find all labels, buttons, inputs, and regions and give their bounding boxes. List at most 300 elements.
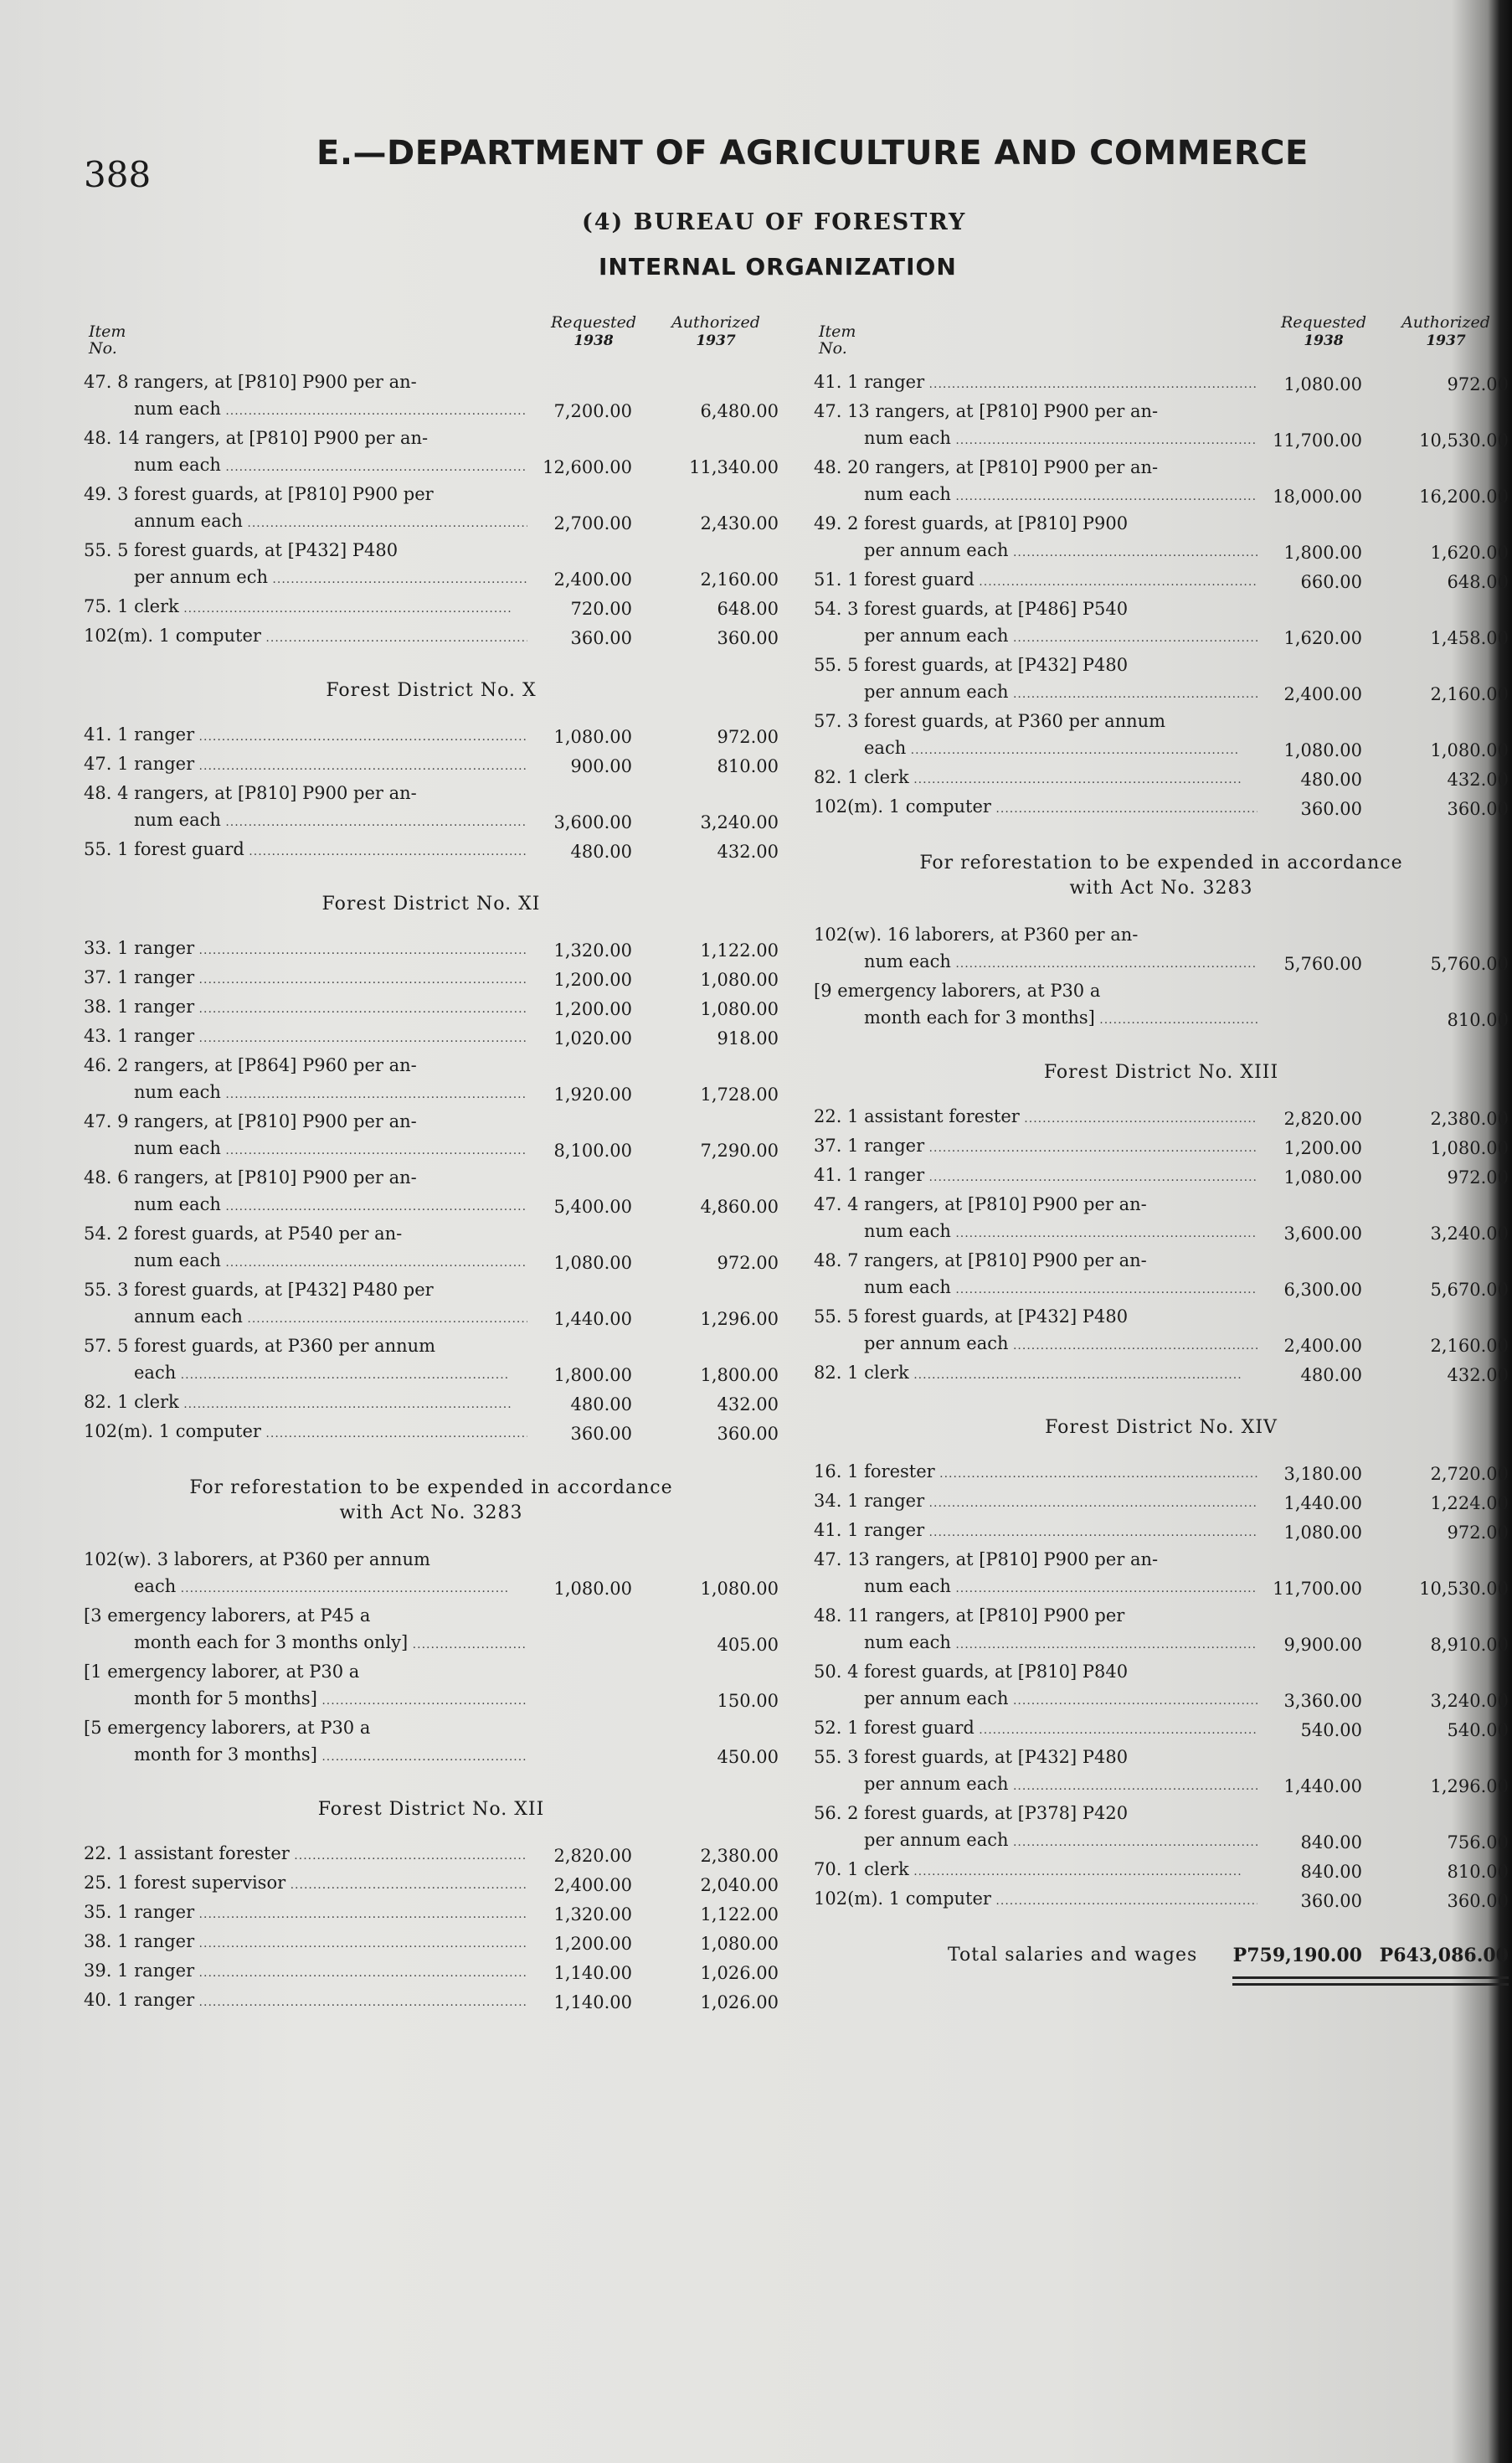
item-description-line: 41. 1 ranger ..... xyxy=(814,1162,1257,1191)
item-description-line: 22. 1 assistant forester ..... xyxy=(84,1840,527,1869)
item-description xyxy=(84,1418,527,1447)
item-description xyxy=(84,537,527,593)
table-row xyxy=(84,1546,779,1602)
authorized-amount: 1,458.00 xyxy=(1430,628,1509,648)
table-row xyxy=(84,935,779,964)
item-description-line: 102(w). 16 laborers, at P360 per an- xyxy=(814,925,1139,945)
item-description-line: num each ..... xyxy=(84,1247,527,1276)
section-title: INTERNAL ORGANIZATION xyxy=(599,253,957,281)
authorized-amount: 972.00 xyxy=(1447,1167,1509,1188)
requested-amount: 9,900.00 xyxy=(1283,1635,1362,1655)
table-row xyxy=(84,1108,779,1164)
item-description-line: month each for 3 months only] ..... xyxy=(84,1629,527,1658)
authorized-amount: 2,040.00 xyxy=(700,1875,779,1895)
authorized-amount: 2,430.00 xyxy=(700,513,779,533)
item-description-line: 41. 1 ranger ..... xyxy=(814,1517,1257,1546)
item-description-line: 37. 1 ranger ..... xyxy=(814,1132,1257,1162)
table-row xyxy=(814,398,1509,454)
authorized-amount: 360.00 xyxy=(1447,1891,1509,1911)
item-description xyxy=(84,1658,527,1714)
authorized-amount: 1,080.00 xyxy=(1430,740,1509,760)
table-row xyxy=(814,708,1509,764)
item-description xyxy=(814,1162,1257,1191)
authorized-amount: 360.00 xyxy=(717,1424,779,1444)
authorized-amount: 360.00 xyxy=(717,628,779,648)
authorized-amount: 756.00 xyxy=(1447,1832,1509,1852)
authorized-amount: 150.00 xyxy=(717,1691,779,1711)
authorized-amount: 1,728.00 xyxy=(700,1085,779,1105)
total-rule xyxy=(1232,1976,1509,1979)
item-description-line: 102(m). 1 computer ..... xyxy=(814,793,1257,822)
item-description xyxy=(814,1885,1257,1914)
requested-amount: 1,200.00 xyxy=(1283,1138,1362,1158)
item-description-line: [5 emergency laborers, at P30 a xyxy=(84,1718,371,1738)
item-description xyxy=(814,1458,1257,1487)
requested-amount: 480.00 xyxy=(1300,1365,1362,1385)
item-description-line: 35. 1 ranger ..... xyxy=(84,1899,527,1928)
intro-rows xyxy=(84,368,779,652)
table-row xyxy=(814,1517,1509,1546)
authorized-amount: 2,160.00 xyxy=(700,569,779,590)
item-description-line: 57. 3 forest guards, at P360 per annum xyxy=(814,711,1166,731)
table-row xyxy=(84,622,779,652)
table-row xyxy=(814,1800,1509,1856)
requested-amount: 1,920.00 xyxy=(553,1085,632,1105)
authorized-amount: 1,620.00 xyxy=(1430,543,1509,563)
requested-amount: 11,700.00 xyxy=(1273,1579,1362,1599)
requested-amount: 2,820.00 xyxy=(1283,1109,1362,1129)
requested-amount: 5,400.00 xyxy=(553,1197,632,1217)
requested-amount: 12,600.00 xyxy=(543,457,632,477)
authorized-amount: 10,530.00 xyxy=(1419,430,1509,451)
item-description-line: 54. 3 forest guards, at [P486] P540 xyxy=(814,599,1129,619)
item-description-line: 48. 7 rangers, at [P810] P900 per an- xyxy=(814,1250,1147,1270)
item-description xyxy=(84,1840,527,1869)
item-description-line: annum each ..... xyxy=(84,1303,527,1332)
bureau-title: (4) BUREAU OF FORESTRY xyxy=(582,209,967,235)
requested-amount: 1,440.00 xyxy=(1283,1493,1362,1513)
header-item: Item xyxy=(819,322,856,341)
item-description-line: 55. 3 forest guards, at [P432] P480 xyxy=(814,1747,1129,1767)
item-description xyxy=(814,977,1257,1033)
item-description-line: 46. 2 rangers, at [P864] P960 per an- xyxy=(84,1055,417,1075)
header-no: No. xyxy=(89,339,117,358)
item-description-line: num each ..... xyxy=(814,1573,1257,1602)
item-description-line: per annum ech ..... xyxy=(84,564,527,593)
item-description xyxy=(84,780,527,836)
item-description xyxy=(814,793,1257,822)
item-description-line: per annum each ..... xyxy=(814,537,1257,566)
item-description xyxy=(84,1714,527,1770)
item-description xyxy=(84,750,527,780)
table-row xyxy=(84,537,779,593)
authorized-amount: 1,080.00 xyxy=(1430,1138,1509,1158)
right-column xyxy=(814,301,1509,1978)
requested-amount: 1,440.00 xyxy=(553,1309,632,1329)
item-description-line: 82. 1 clerk ..... xyxy=(814,1359,1257,1389)
item-description-line: 102(w). 3 laborers, at P360 per annum xyxy=(84,1549,430,1569)
requested-amount: 3,360.00 xyxy=(1283,1691,1362,1711)
total-authorized: P643,086.00 xyxy=(1379,1945,1509,1966)
table-row xyxy=(84,1840,779,1869)
item-description xyxy=(814,398,1257,454)
table-row xyxy=(814,1658,1509,1714)
item-description xyxy=(814,1800,1257,1856)
item-description-line: 56. 2 forest guards, at [P378] P420 xyxy=(814,1803,1129,1823)
district-xi-reforestation-rows xyxy=(84,1546,779,1770)
requested-amount: 3,180.00 xyxy=(1283,1464,1362,1484)
authorized-amount: 972.00 xyxy=(1447,1523,1509,1543)
table-row xyxy=(84,1052,779,1108)
item-description-line: 51. 1 forest guard ..... xyxy=(814,566,1257,595)
table-row xyxy=(814,368,1509,398)
table-row xyxy=(814,1856,1509,1885)
item-description xyxy=(84,1957,527,1986)
header-authorized: Authorized xyxy=(671,313,760,332)
table-row xyxy=(84,1658,779,1714)
authorized-amount: 648.00 xyxy=(1447,572,1509,592)
district-title: Forest District No. XIII xyxy=(1043,1062,1279,1083)
item-description-line: 55. 5 forest guards, at [P432] P480 xyxy=(84,540,399,560)
item-description xyxy=(814,1487,1257,1517)
item-description-line: per annum each ..... xyxy=(814,1330,1257,1359)
table-row xyxy=(84,1220,779,1276)
table-row xyxy=(814,921,1509,977)
authorized-amount: 7,290.00 xyxy=(700,1141,779,1161)
column-header xyxy=(84,301,779,368)
table-row xyxy=(814,1885,1509,1914)
header-authorized-year: 1937 xyxy=(1426,332,1466,349)
item-description xyxy=(814,1247,1257,1303)
requested-amount: 360.00 xyxy=(570,628,632,648)
item-description-line: 70. 1 clerk ..... xyxy=(814,1856,1257,1885)
item-description-line: num each ..... xyxy=(814,948,1257,977)
table-row xyxy=(814,1458,1509,1487)
district-xi-rows xyxy=(84,935,779,1447)
district-xii-rows-left xyxy=(84,1840,779,2016)
requested-amount: 480.00 xyxy=(570,842,632,862)
requested-amount: 840.00 xyxy=(1300,1832,1362,1852)
item-description-line: 16. 1 forester ..... xyxy=(814,1458,1257,1487)
item-description xyxy=(814,510,1257,566)
item-description xyxy=(814,1359,1257,1389)
requested-amount: 2,400.00 xyxy=(1283,1336,1362,1356)
table-row xyxy=(84,1714,779,1770)
table-row xyxy=(84,368,779,425)
item-description xyxy=(84,1389,527,1418)
authorized-amount: 972.00 xyxy=(717,1253,779,1273)
authorized-amount: 1,296.00 xyxy=(1430,1776,1509,1796)
item-description-line: num each ..... xyxy=(84,1079,527,1108)
requested-amount: 1,080.00 xyxy=(1283,374,1362,394)
table-row xyxy=(814,1546,1509,1602)
item-description xyxy=(84,481,527,537)
item-description-line: [3 emergency laborers, at P45 a xyxy=(84,1605,371,1626)
item-description-line: 82. 1 clerk ..... xyxy=(814,764,1257,793)
table-row xyxy=(84,1389,779,1418)
item-description-line: 50. 4 forest guards, at [P810] P840 xyxy=(814,1662,1129,1682)
requested-amount: 540.00 xyxy=(1300,1720,1362,1740)
item-description-line: month for 5 months] ..... xyxy=(84,1685,527,1714)
table-row xyxy=(814,764,1509,793)
requested-amount: 1,080.00 xyxy=(553,1253,632,1273)
requested-amount: 1,800.00 xyxy=(1283,543,1362,563)
item-description-line: per annum each ..... xyxy=(814,622,1257,652)
item-description xyxy=(814,368,1257,398)
item-description-line: num each ..... xyxy=(814,1274,1257,1303)
authorized-amount: 1,080.00 xyxy=(700,999,779,1019)
authorized-amount: 540.00 xyxy=(1447,1720,1509,1740)
requested-amount: 840.00 xyxy=(1300,1862,1362,1882)
table-row xyxy=(84,993,779,1023)
item-description-line: 38. 1 ranger ..... xyxy=(84,1928,527,1957)
item-description-line: 34. 1 ranger ..... xyxy=(814,1487,1257,1517)
table-row xyxy=(84,481,779,537)
item-description-line: 47. 9 rangers, at [P810] P900 per an- xyxy=(84,1111,417,1131)
requested-amount: 360.00 xyxy=(570,1424,632,1444)
authorized-amount: 1,080.00 xyxy=(700,1579,779,1599)
reforestation-title: For reforestation to be expended in accordance with Act No. 3283 xyxy=(919,853,1403,899)
table-row xyxy=(84,1332,779,1389)
item-description-line: num each ..... xyxy=(814,1629,1257,1658)
item-description xyxy=(814,1744,1257,1800)
table-row xyxy=(814,1714,1509,1744)
item-description xyxy=(84,964,527,993)
requested-amount: 1,800.00 xyxy=(553,1365,632,1385)
item-description-line: 39. 1 ranger ..... xyxy=(84,1957,527,1986)
requested-amount: 18,000.00 xyxy=(1273,487,1362,507)
item-description-line: 52. 1 forest guard ..... xyxy=(814,1714,1257,1744)
header-authorized-year: 1937 xyxy=(696,332,736,349)
item-description xyxy=(814,1303,1257,1359)
item-description-line: 47. 1 ranger ..... xyxy=(84,750,527,780)
authorized-amount: 918.00 xyxy=(717,1028,779,1049)
header-requested-year: 1938 xyxy=(573,332,614,349)
item-description-line: each ..... xyxy=(84,1359,527,1389)
item-description xyxy=(814,921,1257,977)
item-description-line: 47. 8 rangers, at [P810] P900 per an- xyxy=(84,372,417,392)
table-row xyxy=(814,1602,1509,1658)
item-description xyxy=(814,1546,1257,1602)
table-row xyxy=(814,1359,1509,1389)
table-row xyxy=(814,566,1509,595)
requested-amount: 1,080.00 xyxy=(1283,740,1362,760)
table-row xyxy=(814,595,1509,652)
district-xii-reforestation-rows xyxy=(814,921,1509,1033)
table-row xyxy=(814,1303,1509,1359)
item-description-line: 47. 4 rangers, at [P810] P900 per an- xyxy=(814,1194,1147,1214)
authorized-amount: 11,340.00 xyxy=(689,457,779,477)
item-description xyxy=(84,1546,527,1602)
requested-amount: 900.00 xyxy=(570,756,632,776)
requested-amount: 480.00 xyxy=(570,1394,632,1414)
item-description-line: 102(m). 1 computer ..... xyxy=(814,1885,1257,1914)
authorized-amount: 1,296.00 xyxy=(700,1309,779,1329)
item-description-line: 47. 13 rangers, at [P810] P900 per an- xyxy=(814,401,1159,421)
requested-amount: 3,600.00 xyxy=(1283,1224,1362,1244)
table-row xyxy=(814,510,1509,566)
authorized-amount: 1,080.00 xyxy=(700,970,779,990)
authorized-amount: 4,860.00 xyxy=(700,1197,779,1217)
table-row xyxy=(814,793,1509,822)
requested-amount: 360.00 xyxy=(1300,1891,1362,1911)
requested-amount: 1,080.00 xyxy=(1283,1167,1362,1188)
table-row xyxy=(814,652,1509,708)
item-description xyxy=(814,1602,1257,1658)
item-description xyxy=(84,1986,527,2016)
requested-amount: 1,200.00 xyxy=(553,970,632,990)
item-description-line: 57. 5 forest guards, at P360 per annum xyxy=(84,1336,436,1356)
authorized-amount: 10,530.00 xyxy=(1419,1579,1509,1599)
item-description-line: 54. 2 forest guards, at P540 per an- xyxy=(84,1224,403,1244)
item-description-line: 48. 4 rangers, at [P810] P900 per an- xyxy=(84,783,417,803)
item-description xyxy=(84,1220,527,1276)
item-description-line: 102(m). 1 computer ..... xyxy=(84,1418,527,1447)
requested-amount: 1,320.00 xyxy=(553,1904,632,1925)
table-row xyxy=(84,721,779,750)
authorized-amount: 2,160.00 xyxy=(1430,684,1509,704)
header-requested: Requested xyxy=(551,313,636,332)
item-description xyxy=(84,593,527,622)
item-description-line: 33. 1 ranger ..... xyxy=(84,935,527,964)
authorized-amount: 2,720.00 xyxy=(1430,1464,1509,1484)
item-description xyxy=(84,425,527,481)
table-row xyxy=(84,1164,779,1220)
authorized-amount: 810.00 xyxy=(717,756,779,776)
requested-amount: 2,700.00 xyxy=(553,513,632,533)
item-description xyxy=(84,993,527,1023)
requested-amount: 11,700.00 xyxy=(1273,430,1362,451)
requested-amount: 1,080.00 xyxy=(553,727,632,747)
authorized-amount: 1,080.00 xyxy=(700,1934,779,1954)
authorized-amount: 3,240.00 xyxy=(700,812,779,832)
header-authorized: Authorized xyxy=(1401,313,1490,332)
total-rule xyxy=(1232,1983,1509,1986)
item-description xyxy=(84,1332,527,1389)
authorized-amount: 1,026.00 xyxy=(700,1963,779,1983)
table-row xyxy=(814,1103,1509,1132)
item-description xyxy=(814,708,1257,764)
item-description-line: num each ..... xyxy=(814,425,1257,454)
item-description-line: 102(m). 1 computer ..... xyxy=(84,622,527,652)
item-description xyxy=(84,1899,527,1928)
item-description-line: 43. 1 ranger ..... xyxy=(84,1023,527,1052)
requested-amount: 1,200.00 xyxy=(553,999,632,1019)
table-row xyxy=(814,977,1509,1033)
district-title: Forest District No. XIV xyxy=(1045,1417,1278,1438)
item-description-line: 55. 5 forest guards, at [P432] P480 xyxy=(814,1306,1129,1327)
item-description-line: 48. 14 rangers, at [P810] P900 per an- xyxy=(84,428,429,448)
page-number: 388 xyxy=(84,154,152,195)
item-description xyxy=(84,1928,527,1957)
total-requested: P759,190.00 xyxy=(1232,1945,1362,1966)
column-header xyxy=(814,301,1509,368)
item-description-line: 55. 5 forest guards, at [P432] P480 xyxy=(814,655,1129,675)
item-description-line: per annum each ..... xyxy=(814,1827,1257,1856)
authorized-amount: 1,122.00 xyxy=(700,1904,779,1925)
item-description-line: each ..... xyxy=(84,1573,527,1602)
requested-amount: 1,080.00 xyxy=(553,1579,632,1599)
item-description-line: annum each ..... xyxy=(84,508,527,537)
requested-amount: 1,200.00 xyxy=(553,1934,632,1954)
table-row xyxy=(84,836,779,865)
table-row xyxy=(84,1276,779,1332)
table-row xyxy=(84,750,779,780)
item-description xyxy=(814,454,1257,510)
item-description-line: num each ..... xyxy=(814,1218,1257,1247)
item-description-line: month each for 3 months] ..... xyxy=(814,1004,1257,1033)
table-row xyxy=(814,1487,1509,1517)
requested-amount: 2,820.00 xyxy=(553,1846,632,1866)
item-description-line: [9 emergency laborers, at P30 a xyxy=(814,981,1101,1001)
requested-amount: 1,620.00 xyxy=(1283,628,1362,648)
item-description xyxy=(814,595,1257,652)
authorized-amount: 1,026.00 xyxy=(700,1992,779,2012)
requested-amount: 360.00 xyxy=(1300,799,1362,819)
requested-amount: 8,100.00 xyxy=(553,1141,632,1161)
item-description xyxy=(84,1869,527,1899)
authorized-amount: 810.00 xyxy=(1447,1010,1509,1030)
authorized-amount: 5,670.00 xyxy=(1430,1280,1509,1300)
authorized-amount: 5,760.00 xyxy=(1430,954,1509,974)
requested-amount: 2,400.00 xyxy=(553,1875,632,1895)
header-requested: Requested xyxy=(1281,313,1366,332)
item-description-line: 48. 11 rangers, at [P810] P900 per xyxy=(814,1605,1125,1626)
item-description xyxy=(84,1108,527,1164)
item-description xyxy=(814,1856,1257,1885)
reforestation-title: For reforestation to be expended in accordance with Act No. 3283 xyxy=(189,1477,673,1523)
total-row xyxy=(814,1945,1509,1978)
item-description-line: 75. 1 clerk ..... xyxy=(84,593,527,622)
table-row xyxy=(84,964,779,993)
table-row xyxy=(84,1986,779,2016)
item-description-line: 48. 6 rangers, at [P810] P900 per an- xyxy=(84,1167,417,1188)
authorized-amount: 2,380.00 xyxy=(1430,1109,1509,1129)
district-title: Forest District No. XI xyxy=(321,894,541,915)
district-title: Forest District No. XII xyxy=(317,1799,545,1820)
item-description xyxy=(814,1517,1257,1546)
authorized-amount: 432.00 xyxy=(1447,770,1509,790)
authorized-amount: 972.00 xyxy=(717,727,779,747)
item-description xyxy=(84,622,527,652)
authorized-amount: 3,240.00 xyxy=(1430,1224,1509,1244)
item-description-line: 41. 1 ranger ..... xyxy=(84,721,527,750)
requested-amount: 6,300.00 xyxy=(1283,1280,1362,1300)
requested-amount: 1,140.00 xyxy=(553,1963,632,1983)
authorized-amount: 6,480.00 xyxy=(700,401,779,421)
item-description-line: 37. 1 ranger ..... xyxy=(84,964,527,993)
item-description xyxy=(814,1103,1257,1132)
requested-amount: 1,020.00 xyxy=(553,1028,632,1049)
table-row xyxy=(814,1191,1509,1247)
table-row xyxy=(84,1899,779,1928)
header-requested-year: 1938 xyxy=(1304,332,1344,349)
item-description xyxy=(84,1602,527,1658)
table-row xyxy=(84,425,779,481)
item-description-line: 55. 1 forest guard ..... xyxy=(84,836,527,865)
requested-amount: 2,400.00 xyxy=(553,569,632,590)
item-description xyxy=(84,721,527,750)
item-description-line: 47. 13 rangers, at [P810] P900 per an- xyxy=(814,1549,1159,1569)
item-description xyxy=(814,1714,1257,1744)
item-description-line: 40. 1 ranger ..... xyxy=(84,1986,527,2016)
item-description-line: 25. 1 forest supervisor ..... xyxy=(84,1869,527,1899)
item-description xyxy=(814,1658,1257,1714)
total-label: Total salaries and wages xyxy=(948,1945,1198,1966)
item-description xyxy=(814,566,1257,595)
requested-amount: 1,080.00 xyxy=(1283,1523,1362,1543)
item-description-line: 48. 20 rangers, at [P810] P900 per an- xyxy=(814,457,1159,477)
